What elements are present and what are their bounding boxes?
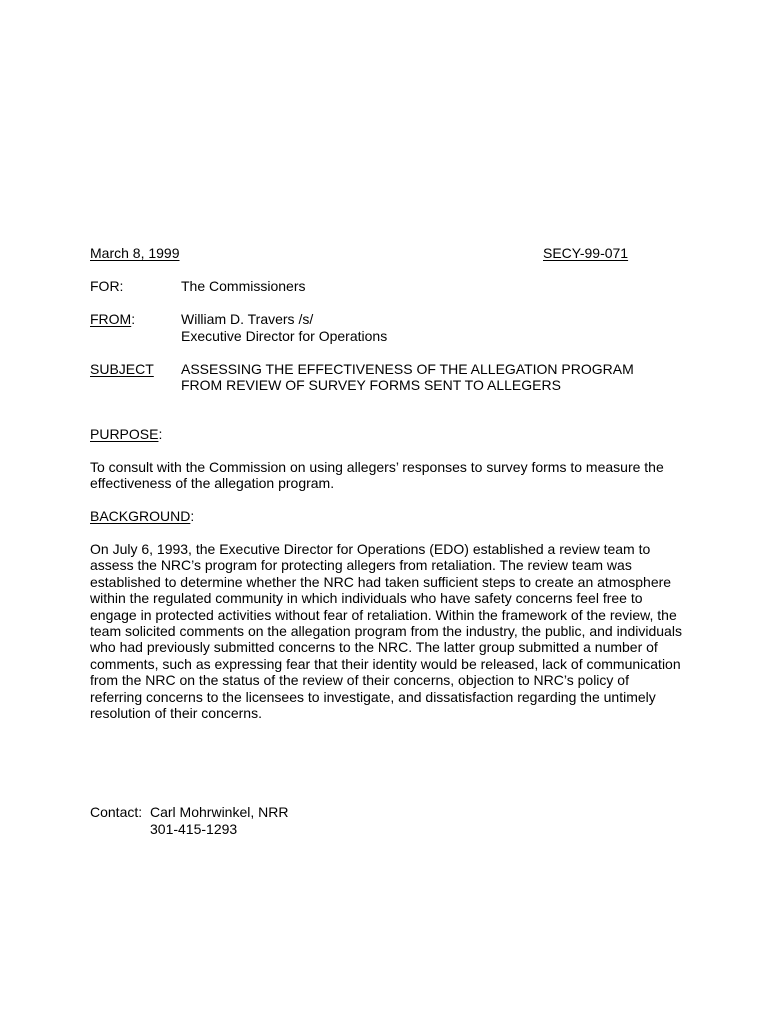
from-label: FROM — [90, 311, 132, 327]
purpose-line: To consult with the Commission on using allegers’ responses to survey forms to measure the — [90, 459, 664, 475]
contact-phone: 301-415-1293 — [150, 821, 238, 837]
background-line: referring concerns to the licensees to investigate, and dissatisfaction regarding the untimely — [90, 688, 656, 705]
contact-label: Contact: — [90, 804, 143, 820]
background-line: who had previously submitted concerns to the NRC. The latter group submitted a number of — [90, 639, 658, 656]
subject-line: FROM REVIEW OF SURVEY FORMS SENT TO ALLEGERS — [181, 377, 561, 393]
document-number: SECY-99-071 — [543, 245, 629, 261]
background-heading-colon: : — [190, 508, 195, 524]
background-line: from the NRC on the status of the review of their concerns, objection to NRC’s policy of — [90, 672, 629, 689]
purpose-heading-colon: : — [158, 426, 163, 442]
background-line: comments, such as expressing fear that their identity would be released, lack of communication — [90, 655, 681, 672]
from-name: William D. Travers /s/ — [181, 311, 314, 327]
contact-name: Carl Mohrwinkel, NRR — [150, 804, 289, 820]
background-paragraph — [90, 541, 690, 721]
from-label-colon: : — [131, 311, 136, 327]
for-value: The Commissioners — [181, 278, 306, 294]
purpose-line: effectiveness of the allegation program. — [90, 475, 335, 492]
from-title: Executive Director for Operations — [181, 328, 388, 344]
for-label: FOR: — [90, 278, 124, 294]
subject-line: ASSESSING THE EFFECTIVENESS OF THE ALLEGATION PROGRAM — [181, 361, 634, 377]
purpose-heading-text: PURPOSE — [90, 426, 159, 442]
from-label-wrap — [90, 311, 135, 327]
subject-label: SUBJECT — [90, 361, 154, 377]
background-heading — [90, 508, 194, 524]
background-line: established to determine whether the NRC had taken sufficient steps to create an atmosphere — [90, 573, 672, 590]
purpose-heading — [90, 426, 162, 442]
background-line: team solicited comments on the allegation program from the industry, the public, and individuals — [90, 623, 682, 640]
purpose-paragraph — [90, 459, 690, 492]
background-heading-text: BACKGROUND — [90, 508, 191, 524]
background-line: within the regulated community in which individuals who have safety concerns feel free to — [90, 590, 643, 607]
background-line: On July 6, 1993, the Executive Director for Operations (EDO) established a review team to — [90, 541, 651, 557]
background-line: engage in protected activities without fear of retaliation. Within the framework of the review, the — [90, 606, 677, 623]
memo-date: March 8, 1999 — [90, 245, 180, 261]
background-line: assess the NRC’s program for protecting allegers from retaliation. The review team was — [90, 557, 632, 574]
background-line: resolution of their concerns. — [90, 705, 262, 722]
